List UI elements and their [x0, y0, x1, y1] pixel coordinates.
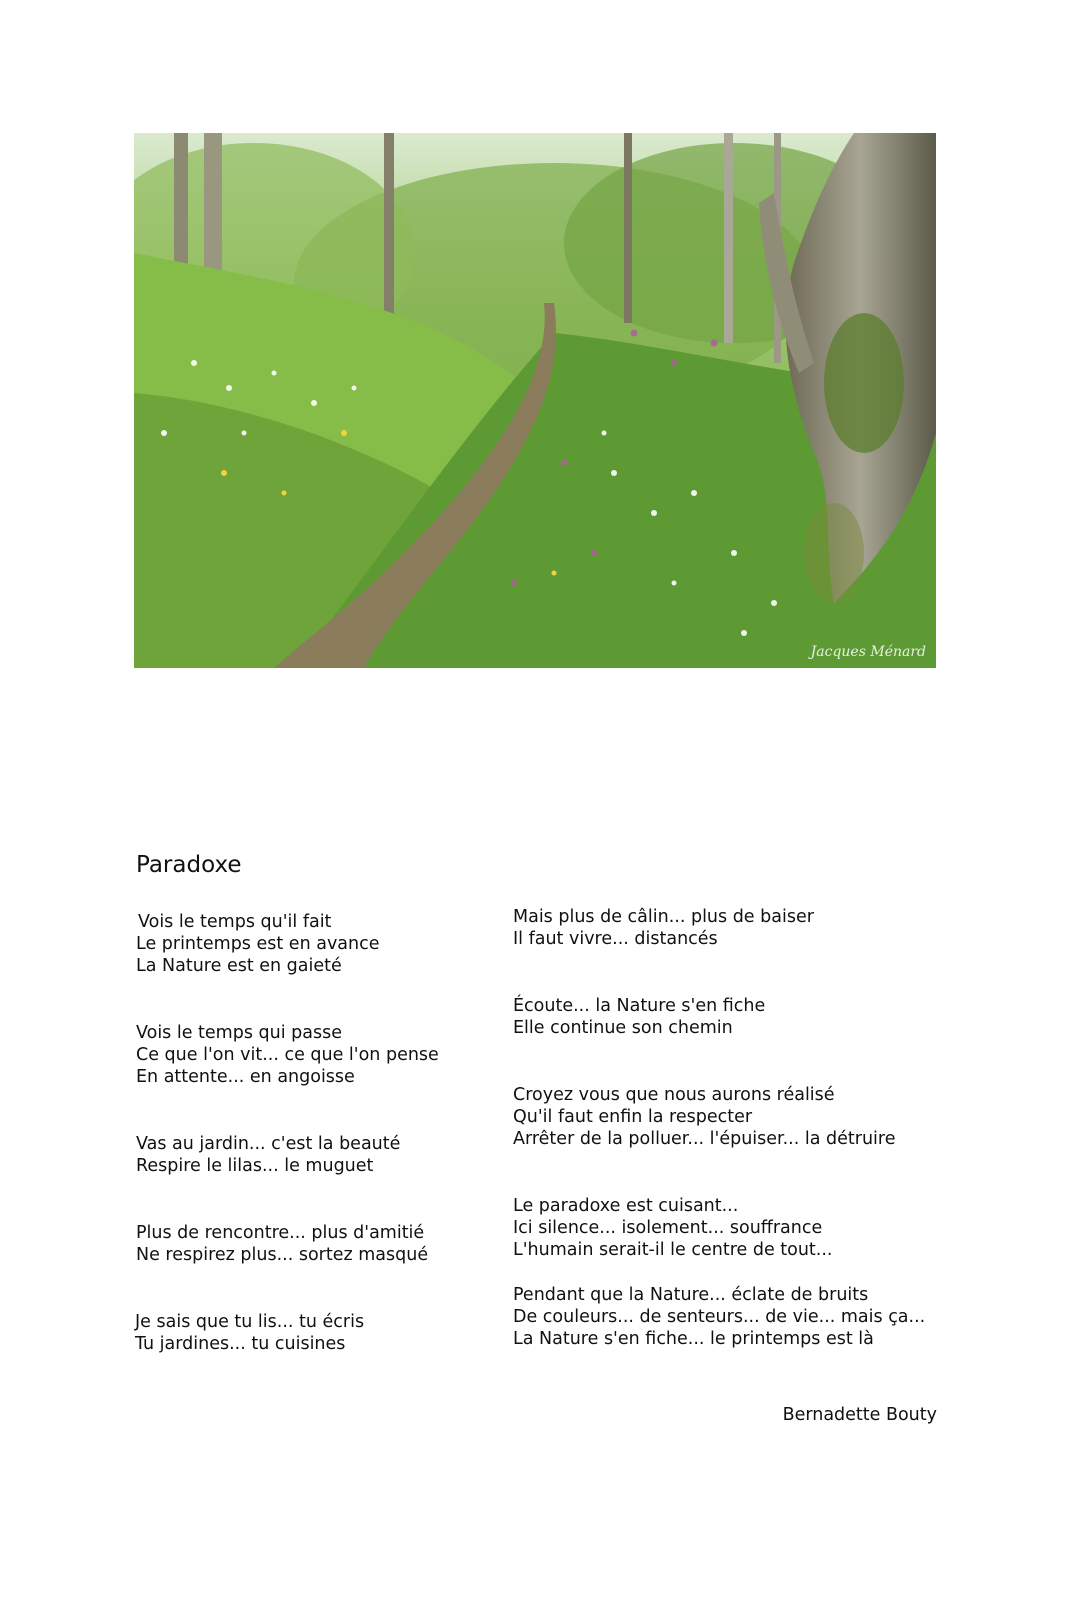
- poem-line: Je sais que tu lis... tu écris: [135, 1312, 365, 1332]
- stanza: [136, 1133, 400, 1177]
- poem-title: Paradoxe: [136, 852, 242, 878]
- poem-line: L'humain serait-il le centre de tout...: [513, 1240, 833, 1260]
- author-signature: Bernadette Bouty: [782, 1405, 937, 1425]
- poem-line: Elle continue son chemin: [513, 1018, 733, 1038]
- poem-line: Écoute... la Nature s'en fiche: [513, 996, 766, 1016]
- poem-line: Arrêter de la polluer... l'épuiser... la détruire: [513, 1129, 896, 1149]
- poem-line: Vois le temps qu'il fait: [138, 912, 332, 932]
- poem-line: Ici silence... isolement... souffrance: [513, 1218, 823, 1238]
- poem-line: Vas au jardin... c'est la beauté: [136, 1134, 401, 1154]
- poem-line: Vois le temps qui passe: [136, 1023, 342, 1043]
- poem-line: Qu'il faut enfin la respecter: [513, 1107, 753, 1127]
- poem-line: Croyez vous que nous aurons réalisé: [513, 1085, 835, 1105]
- forest-path-photo: [134, 133, 936, 668]
- poem-line: Respire le lilas... le muguet: [136, 1156, 374, 1176]
- poem-line: Pendant que la Nature... éclate de bruits: [513, 1285, 869, 1305]
- poem-line: Il faut vivre... distancés: [513, 929, 718, 949]
- poem-line: En attente... en angoisse: [136, 1067, 355, 1087]
- stanza: [513, 1195, 832, 1261]
- poem-line: Mais plus de câlin... plus de baiser: [513, 907, 814, 927]
- poem-line: La Nature est en gaieté: [136, 956, 342, 976]
- stanza: [513, 1284, 925, 1350]
- photo-credit: Jacques Ménard: [810, 644, 926, 660]
- poem-line: Tu jardines... tu cuisines: [135, 1334, 346, 1354]
- forest-path-illustration: [134, 133, 936, 668]
- stanza: [513, 1084, 895, 1150]
- stanza: [513, 906, 814, 950]
- stanza: [136, 1222, 428, 1266]
- stanza: [136, 1022, 439, 1088]
- poem-line: Ce que l'on vit... ce que l'on pense: [136, 1045, 439, 1065]
- poem-line: La Nature s'en fiche... le printemps est là: [513, 1329, 874, 1349]
- stanza: [513, 995, 765, 1039]
- poem-line: Le paradoxe est cuisant...: [513, 1196, 739, 1216]
- stanza: [136, 911, 380, 977]
- poem-line: De couleurs... de senteurs... de vie... mais ça...: [513, 1307, 926, 1327]
- poem-line: Le printemps est en avance: [136, 934, 380, 954]
- poem-line: Ne respirez plus... sortez masqué: [136, 1245, 429, 1265]
- poem-line: Plus de rencontre... plus d'amitié: [136, 1223, 425, 1243]
- stanza: [135, 1311, 364, 1355]
